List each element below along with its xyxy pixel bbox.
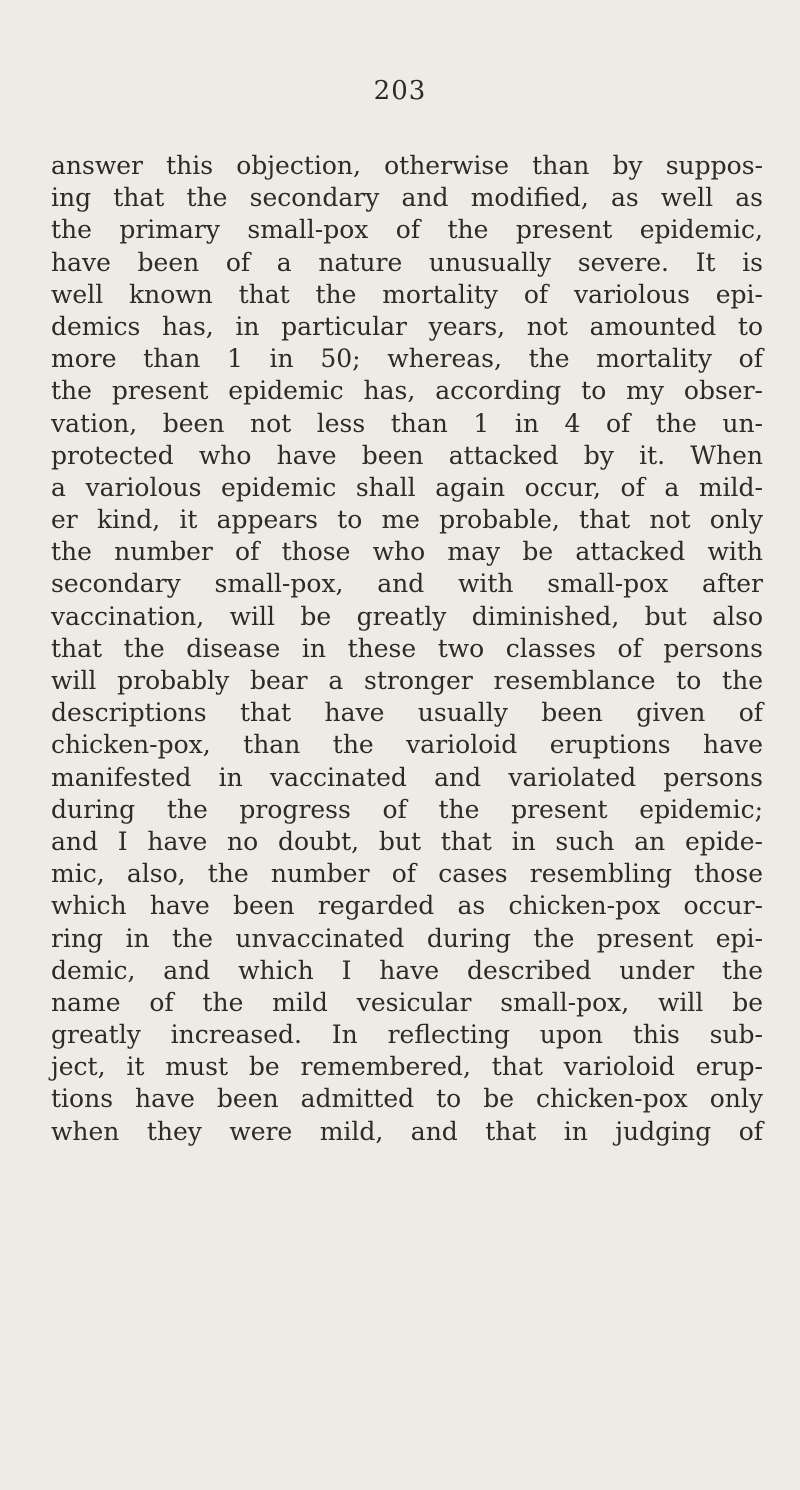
text-line: the present epidemic has, according to my obser- xyxy=(51,376,763,406)
text-line: that the disease in these two classes of persons xyxy=(51,633,763,663)
text-line: which have been regarded as chicken-pox occur- xyxy=(51,891,763,921)
text-line: a variolous epidemic shall again occur, of a mild- xyxy=(51,472,763,502)
text-line: the number of those who may be attacked with xyxy=(51,537,763,567)
text-line: ing that the secondary and modified, as well as xyxy=(51,183,763,213)
text-line: chicken-pox, than the varioloid eruptions have xyxy=(51,730,763,760)
page-number: 203 xyxy=(373,76,427,106)
text-line: tions have been admitted to be chicken-pox only xyxy=(51,1084,763,1114)
text-line: during the progress of the present epidemic; xyxy=(51,794,763,824)
text-line: er kind, it appears to me probable, that not only xyxy=(51,505,763,535)
text-line: name of the mild vesicular small-pox, will be xyxy=(51,987,763,1017)
text-line: vaccination, will be greatly diminished, but also xyxy=(51,601,763,631)
text-line: greatly increased. In reflecting upon this sub- xyxy=(51,1020,763,1050)
text-line: will probably bear a stronger resemblance to the xyxy=(51,666,763,695)
text-line: descriptions that have usually been given of xyxy=(51,698,763,728)
text-line: when they were mild, and that in judging of xyxy=(51,1116,763,1146)
text-line: protected who have been attacked by it. When xyxy=(51,440,763,470)
text-line: have been of a nature unusually severe. It is xyxy=(51,247,763,277)
text-line: vation, been not less than 1 in 4 of the un- xyxy=(51,408,763,438)
text-line: ject, it must be remembered, that varioloid erup- xyxy=(51,1052,763,1082)
text-line: more than 1 in 50; whereas, the mortality of xyxy=(51,344,763,374)
text-line: demic, and which I have described under the xyxy=(51,955,763,985)
text-line: well known that the mortality of variolous epi- xyxy=(51,279,763,309)
text-line: the primary small-pox of the present epidemic, xyxy=(51,215,763,245)
text-line: mic, also, the number of cases resembling those xyxy=(51,859,763,889)
text-line: answer this objection, otherwise than by suppos- xyxy=(51,151,763,180)
text-line: secondary small-pox, and with small-pox after xyxy=(51,569,763,599)
body-text xyxy=(51,150,763,1148)
text-line: ring in the unvaccinated during the present epi- xyxy=(51,923,763,953)
text-line: and I have no doubt, but that in such an epide- xyxy=(51,826,763,856)
text-line: demics has, in particular years, not amounted to xyxy=(51,311,763,341)
text-line: manifested in vaccinated and variolated persons xyxy=(51,762,763,792)
